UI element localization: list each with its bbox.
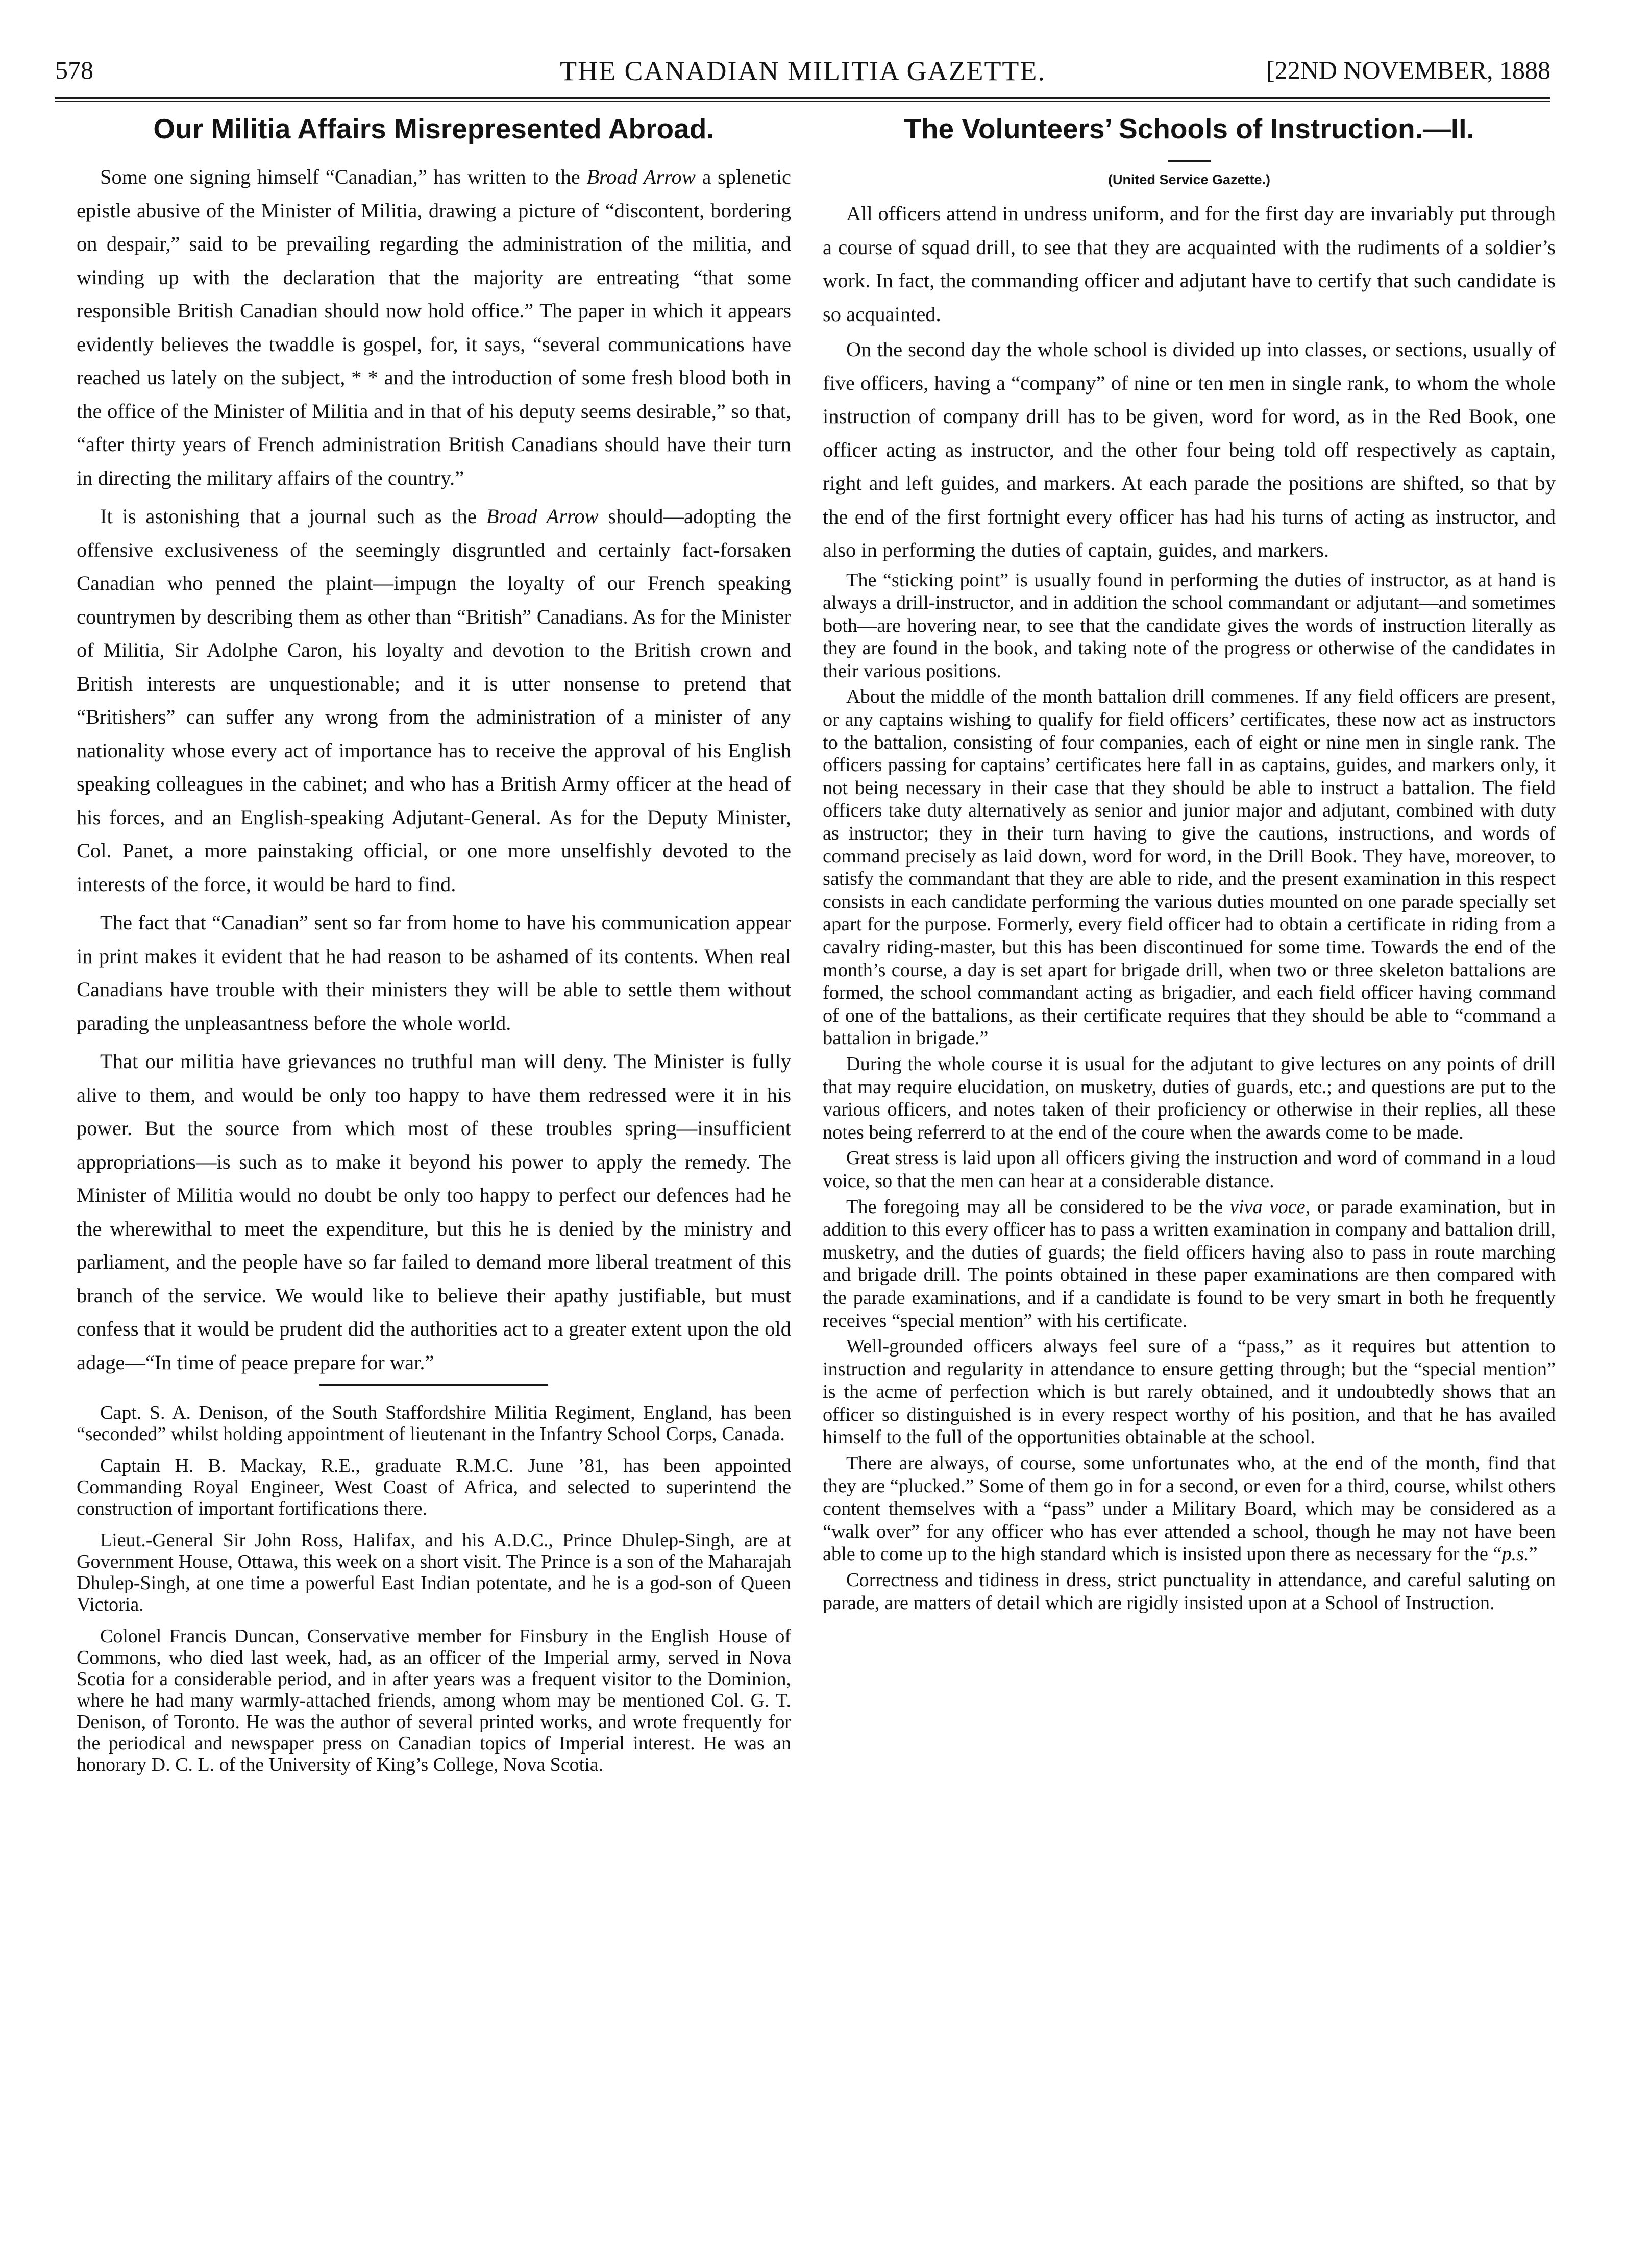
article-paragraph: On the second day the whole school is divided up into classes, or sections, usually of five officers, having a “company” of nine or ten men in single rank, to whom the whole instruction of company drill has to be given, word for word, as in the Red Book, one officer acting as instructor, and the other four being told off respectively as captain, right and left guides, and markers. At each parade the positions are shifted, so that by the end of the first fortnight every officer has had his turns of acting as instructor, and also in performing the duties of captain, guides, and markers. — [823, 338, 1556, 561]
article-paragraph: Some one signing himself “Canadian,” has written to the Broad Arrow a splenetic epistle abusive of the Minister of Militia, drawing a picture of “discontent, bordering on despair,” said to be prevailing regarding the administration of the militia, and winding up with the declaration that the majority are entreating “that some responsible British Canadian should now hold office.” The paper in which it appears evidently believes the twaddle is gospel, for, it says, “several communications have reached us lately on the subject, * * and the introduction of some fresh blood both in the office of the Minister of Militia and in that of his deputy seems desirable,” so that, “after thirty years of French administration British Canadians should have their turn in directing the military affairs of the country.” — [77, 165, 791, 489]
article-paragraph: The “sticking point” is usually found in performing the duties of instructor, as at hand is always a drill-instructor, and in addition the school commandant or adjutant—and sometimes both—are hovering near, to see that the candidate gives the words of instruction literally as they are found in the book, and taking note of the progress or otherwise of the candidates in their various positions. — [823, 569, 1556, 682]
page-number: 578 — [55, 56, 93, 84]
article-headline-schools: The Volunteers’ Schools of Instruction.—II. — [904, 113, 1474, 144]
section-separator — [319, 1384, 548, 1386]
article-paragraph: All officers attend in undress uniform, and for the first day are invariably put through a course of squad drill, to see that they are acquainted with the rudiments of a soldier’s work. In fact, the commanding officer and adjutant have to certify that such candidate is so acquainted. — [823, 202, 1556, 326]
article-paragraph: The foregoing may all be considered to be the viva voce, or parade examination, but in addition to this every officer has to pass a written examination in company and battalion drill, musketry, and the duties of guards; the field officers having also to pass in route marching and brigade drill. The points obtained in these paper examinations are then compared with the parade examinations, and if a candidate is found to be very smart in both he frequently receives “special mention” with his certificate. — [823, 1196, 1556, 1332]
article-headline-militia: Our Militia Affairs Misrepresented Abroad. — [153, 113, 715, 144]
right-column — [823, 112, 1556, 1614]
news-item: Lieut.-General Sir John Ross, Halifax, and his A.D.C., Prince Dhulep-Singh, are at Government House, Ottawa, this week on a short visit. The Prince is a son of the Maharajah Dhulep-Singh, at one time a powerful East Indian potentate, and he is a god-son of Queen Victoria. — [77, 1530, 791, 1615]
article-paragraph: The fact that “Canadian” sent so far from home to have his communication appear in print makes it evident that he had reason to be ashamed of its contents. When real Canadians have trouble with their ministers they will be able to settle them without parading the unpleasantness before the whole world. — [77, 911, 791, 1034]
article-paragraph: There are always, of course, some unfortunates who, at the end of the month, find that they are “plucked.” Some of them go in for a second, or even for a third, course, whilst others content themselves with a “pass” under a Military Board, which may be considered as a “walk over” for any officer who has ever attended a school, though he may not have been able to come up to the high standard which is insisted upon there as necessary for the “p.s.” — [823, 1452, 1556, 1565]
gazette-title: THE CANADIAN MILITIA GAZETTE. — [560, 56, 1046, 86]
issue-date: [22ND NOVEMBER, 1888 — [1266, 56, 1550, 84]
headline-rule — [1168, 160, 1211, 162]
left-column — [77, 112, 791, 1786]
article-paragraph: Great stress is laid upon all officers giving the instruction and word of command in a loud voice, so that the men can hear at a considerable distance. — [823, 1147, 1556, 1192]
article-source: (United Service Gazette.) — [1107, 172, 1271, 187]
header-rule-bottom — [55, 101, 1550, 102]
schools-article-body — [823, 569, 1556, 1615]
article-paragraph: It is astonishing that a journal such as the Broad Arrow should—adopting the offensive exclusiveness of the seemingly disgruntled and certainly fact-forsaken Canadian who penned the plaint—impugn the loyalty of our French speaking countrymen by describing them as other than “British” Canadians. As for the Minister of Militia, Sir Adolphe Caron, his loyalty and devotion to the British crown and British interests are unquestionable; and it is utter nonsense to pretend that “Britishers” can suffer any wrong from the administration of a minister of any nationality whose every act of importance has to receive the approval of his English speaking colleagues in the cabinet; and who has a British Army officer at the head of his forces, and an English-speaking Adjutant-General. As for the Deputy Minister, Col. Panet, a more painstaking official, or one more unselfishly devoted to the interests of the force, it would be hard to find. — [77, 505, 791, 896]
personal-notes — [77, 1402, 791, 1776]
article-paragraph: During the whole course it is usual for the adjutant to give lectures on any points of drill that may require elucidation, on musketry, duties of guards, etc.; and questions are put to the various officers, and notes taken of their proficiency or otherwise in their replies, all these notes being referrerd to at the end of the coure when the awards come to be made. — [823, 1053, 1556, 1143]
header-rule-top — [55, 97, 1550, 99]
schools-article-lead — [823, 197, 1556, 567]
page-header — [55, 55, 1550, 92]
militia-article-body — [77, 160, 791, 1379]
article-paragraph: Correctness and tidiness in dress, strict punctuality in attendance, and careful saluting on parade, are matters of detail which are rigidly insisted upon at a School of Instruction. — [823, 1569, 1556, 1614]
article-paragraph: That our militia have grievances no truthful man will deny. The Minister is fully alive to them, and would be only too happy to have them redressed were it in his power. But the source from which most of these troubles spring—insufficient appropriations—is such as to make it beyond his power to apply the remedy. The Minister of Militia would no doubt be only too happy to perfect our defences had he the wherewithal to meet the expenditure, but this he is denied by the ministry and parliament, and the people have so far failed to demand more liberal treatment of this branch of the service. We would like to believe their apathy justifiable, but must confess that it would be prudent did the authorities act to a greater extent upon the old adage—“In time of peace prepare for war.” — [77, 1050, 791, 1374]
article-paragraph: Well-grounded officers always feel sure of a “pass,” as it requires but attention to instruction and regularity in attendance to ensure getting through; but the “special mention” is the acme of perfection which is but rarely obtained, and it undoubtedly shows that an officer so distinguished is in every respect worthy of his position, and that he has availed himself to the full of the opportunities obtainable at the school. — [823, 1336, 1556, 1448]
article-paragraph: About the middle of the month battalion drill commenes. If any field officers are present, or any captains wishing to qualify for field officers’ certificates, these now act as instructors to the battalion, consisting of four companies, each of eight or nine men in single rank. The officers passing for captains’ certificates here fall in as captains, guides, and markers only, it not being necessary in their case that they should be able to instruct a battalion. The field officers take duty alternatively as senior and junior major and adjutant, combined with duty as instructor; they in their turn having to give the cautions, instructions, and words of command precisely as laid down, word for word, in the Drill Book. They have, moreover, to satisfy the commandant that they are able to ride, and the present examination in this respect consists in each candidate performing the various duties mounted on one parade specially set apart for the purpose. Formerly, every field officer had to obtain a certificate in riding from a cavalry riding-master, but this has been discontinued for some time. Towards the end of the month’s course, a day is set apart for brigade drill, when two or three skeleton battalions are formed, the school commandant acting as brigadier, and each field officer having command of one of the battalions, as their certificate requires that they should be able to “command a battalion in brigade.” — [823, 686, 1556, 1049]
news-item: Capt. S. A. Denison, of the South Staffordshire Militia Regiment, England, has been “seconded” whilst holding appointment of lieutenant in the Infantry School Corps, Canada. — [77, 1402, 791, 1445]
news-item: Captain H. B. Mackay, R.E., graduate R.M.C. June ’81, has been appointed Commanding Royal Engineer, West Coast of Africa, and selected to superintend the construction of important fortifications there. — [77, 1455, 791, 1519]
news-item: Colonel Francis Duncan, Conservative member for Finsbury in the English House of Commons, who died last week, had, as an officer of the Imperial army, served in Nova Scotia for a considerable period, and in after years was a frequent visitor to the Dominion, where he had many warmly-attached friends, among whom may be mentioned Col. G. T. Denison, of Toronto. He was the author of several printed works, and wrote frequently for the periodical and newspaper press on Canadian topics of Imperial interest. He was an honorary D. C. L. of the University of King’s College, Nova Scotia. — [77, 1625, 791, 1776]
